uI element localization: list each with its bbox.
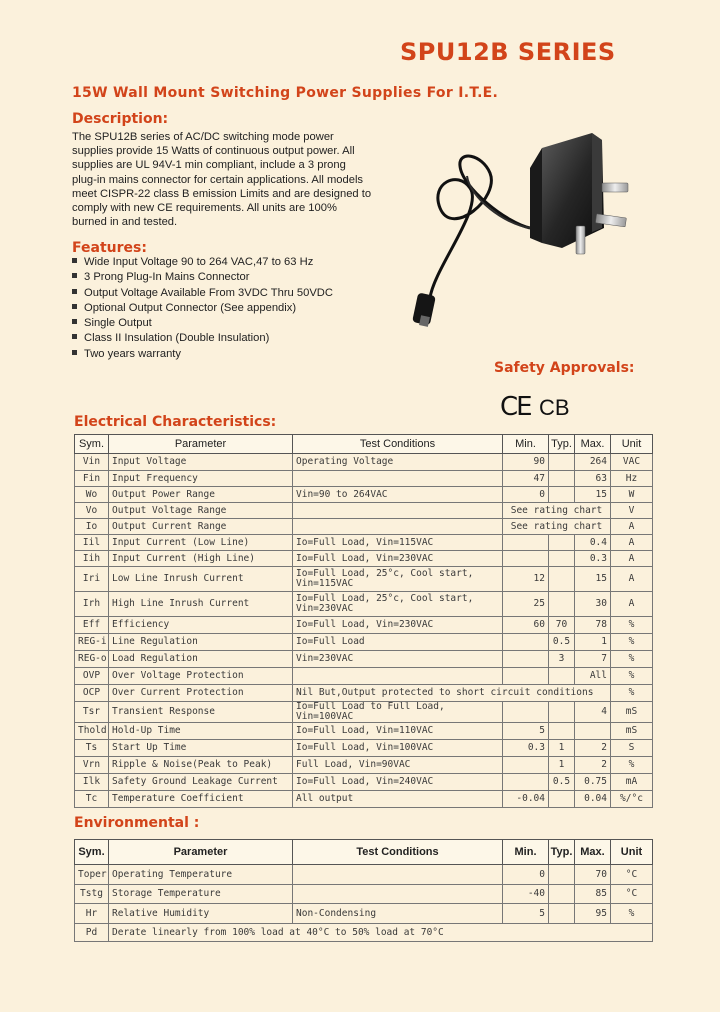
table-cell: 85 bbox=[575, 885, 611, 904]
table-cell: Io=Full Load, Vin=230VAC bbox=[293, 551, 503, 567]
table-cell: % bbox=[611, 634, 653, 651]
table-cell: See rating chart bbox=[503, 503, 611, 519]
table-cell: Line Regulation bbox=[109, 634, 293, 651]
table-cell: Derate linearly from 100% load at 40°C to 50% load at 70°C bbox=[109, 924, 653, 942]
table-cell bbox=[503, 634, 549, 651]
table-cell: 1 bbox=[549, 740, 575, 757]
table-cell: 25 bbox=[503, 592, 549, 617]
column-header: Test Conditions bbox=[293, 840, 503, 865]
table-cell: Thold bbox=[75, 723, 109, 740]
table-cell: S bbox=[611, 740, 653, 757]
table-row bbox=[75, 904, 653, 924]
table-cell: Io=Full Load, Vin=240VAC bbox=[293, 774, 503, 791]
table-cell: 0.5 bbox=[549, 634, 575, 651]
table-cell bbox=[503, 774, 549, 791]
page-title: SPU12B SERIES bbox=[400, 38, 616, 66]
environmental-table bbox=[74, 839, 653, 942]
table-cell bbox=[549, 723, 575, 740]
table-cell: 2 bbox=[575, 740, 611, 757]
table-row bbox=[75, 471, 653, 487]
safety-heading: Safety Approvals: bbox=[494, 360, 635, 376]
table-cell: 0.3 bbox=[575, 551, 611, 567]
table-cell bbox=[549, 592, 575, 617]
table-cell: % bbox=[611, 685, 653, 702]
table-cell: -40 bbox=[503, 885, 549, 904]
table-cell: Ilk bbox=[75, 774, 109, 791]
table-cell: 95 bbox=[575, 904, 611, 924]
table-cell: 60 bbox=[503, 617, 549, 634]
table-cell: Nil But,Output protected to short circuit conditions bbox=[293, 685, 611, 702]
table-cell: V bbox=[611, 503, 653, 519]
table-cell bbox=[503, 551, 549, 567]
electrical-table-body bbox=[75, 454, 653, 808]
table-row bbox=[75, 865, 653, 885]
table-cell bbox=[293, 519, 503, 535]
table-cell: Io=Full Load, 25°c, Cool start, Vin=115VAC bbox=[293, 567, 503, 592]
table-cell: Input Voltage bbox=[109, 454, 293, 471]
feature-item bbox=[72, 270, 333, 285]
table-cell: VAC bbox=[611, 454, 653, 471]
table-cell bbox=[549, 535, 575, 551]
bullet-icon bbox=[72, 334, 77, 339]
table-cell: 90 bbox=[503, 454, 549, 471]
table-row bbox=[75, 487, 653, 503]
table-cell: Operating Temperature bbox=[109, 865, 293, 885]
table-cell: All output bbox=[293, 791, 503, 808]
column-header: Unit bbox=[611, 435, 653, 454]
table-cell: Input Current (High Line) bbox=[109, 551, 293, 567]
table-header-row bbox=[75, 840, 653, 865]
feature-label: Single Output bbox=[84, 317, 152, 330]
table-cell bbox=[503, 651, 549, 668]
table-cell: Hold-Up Time bbox=[109, 723, 293, 740]
table-cell: Irh bbox=[75, 592, 109, 617]
table-row bbox=[75, 651, 653, 668]
table-cell: A bbox=[611, 519, 653, 535]
bullet-icon bbox=[72, 304, 77, 309]
table-row bbox=[75, 454, 653, 471]
table-cell: Input Frequency bbox=[109, 471, 293, 487]
table-cell: Operating Voltage bbox=[293, 454, 503, 471]
table-cell: 47 bbox=[503, 471, 549, 487]
column-header: Parameter bbox=[109, 435, 293, 454]
table-cell: All bbox=[575, 668, 611, 685]
table-cell: Io=Full Load, Vin=110VAC bbox=[293, 723, 503, 740]
column-header: Unit bbox=[611, 840, 653, 865]
table-row bbox=[75, 723, 653, 740]
bullet-icon bbox=[72, 319, 77, 324]
feature-item bbox=[72, 301, 333, 316]
table-cell: OVP bbox=[75, 668, 109, 685]
table-cell: Io=Full Load, Vin=230VAC bbox=[293, 617, 503, 634]
bullet-icon bbox=[72, 289, 77, 294]
table-cell: 0 bbox=[503, 487, 549, 503]
table-cell: Io bbox=[75, 519, 109, 535]
table-cell bbox=[549, 551, 575, 567]
bullet-icon bbox=[72, 350, 77, 355]
table-cell: A bbox=[611, 567, 653, 592]
description-heading: Description: bbox=[72, 111, 169, 127]
column-header: Test Conditions bbox=[293, 435, 503, 454]
table-cell bbox=[503, 535, 549, 551]
table-row bbox=[75, 740, 653, 757]
table-cell bbox=[549, 702, 575, 723]
table-row bbox=[75, 702, 653, 723]
table-cell bbox=[293, 865, 503, 885]
table-cell: See rating chart bbox=[503, 519, 611, 535]
table-row bbox=[75, 791, 653, 808]
table-row bbox=[75, 668, 653, 685]
cb-mark-logo: CB bbox=[539, 395, 570, 420]
table-cell: 12 bbox=[503, 567, 549, 592]
table-row bbox=[75, 634, 653, 651]
table-cell bbox=[293, 668, 503, 685]
description-text: The SPU12B series of AC/DC switching mode power supplies provide 15 Watts of continuous output power. All supplies are UL 94V-1 min compliant, include a 3 prong plug-in mains connector for certain applications. All models meet CISPR-22 class B emission Limits and are designed to comply with new CE requirements. All units are 100% burned in and tested. bbox=[72, 131, 372, 229]
table-cell: 63 bbox=[575, 471, 611, 487]
table-cell: 0.5 bbox=[549, 774, 575, 791]
table-cell bbox=[549, 487, 575, 503]
feature-item bbox=[72, 347, 333, 362]
table-cell: Vrn bbox=[75, 757, 109, 774]
table-cell: 0.4 bbox=[575, 535, 611, 551]
table-cell: 0 bbox=[503, 865, 549, 885]
table-cell: % bbox=[611, 617, 653, 634]
column-header: Min. bbox=[503, 840, 549, 865]
table-cell: Low Line Inrush Current bbox=[109, 567, 293, 592]
table-cell: A bbox=[611, 592, 653, 617]
feature-label: Two years warranty bbox=[84, 347, 181, 360]
ce-mark-logo: CE bbox=[500, 392, 531, 422]
table-row bbox=[75, 519, 653, 535]
column-header: Parameter bbox=[109, 840, 293, 865]
table-cell: 5 bbox=[503, 723, 549, 740]
table-cell: 78 bbox=[575, 617, 611, 634]
table-cell: Vo bbox=[75, 503, 109, 519]
table-cell bbox=[503, 702, 549, 723]
table-cell: Storage Temperature bbox=[109, 885, 293, 904]
table-cell bbox=[293, 471, 503, 487]
table-cell: Relative Humidity bbox=[109, 904, 293, 924]
table-cell: Iri bbox=[75, 567, 109, 592]
table-cell: 70 bbox=[575, 865, 611, 885]
table-cell: Input Current (Low Line) bbox=[109, 535, 293, 551]
table-cell: High Line Inrush Current bbox=[109, 592, 293, 617]
table-cell: Toper bbox=[75, 865, 109, 885]
table-cell: Vin=90 to 264VAC bbox=[293, 487, 503, 503]
bullet-icon bbox=[72, 258, 77, 263]
table-cell: Iih bbox=[75, 551, 109, 567]
table-cell: Io=Full Load bbox=[293, 634, 503, 651]
table-cell: Transient Response bbox=[109, 702, 293, 723]
table-cell: 70 bbox=[549, 617, 575, 634]
bullet-icon bbox=[72, 273, 77, 278]
environmental-heading: Environmental : bbox=[74, 815, 200, 831]
table-cell: OCP bbox=[75, 685, 109, 702]
electrical-heading: Electrical Characteristics: bbox=[74, 414, 277, 430]
tagline: 15W Wall Mount Switching Power Supplies For I.T.E. bbox=[72, 85, 499, 101]
table-row bbox=[75, 617, 653, 634]
table-cell: Vin=230VAC bbox=[293, 651, 503, 668]
table-row bbox=[75, 924, 653, 942]
table-header-row bbox=[75, 435, 653, 454]
table-row bbox=[75, 757, 653, 774]
table-cell: % bbox=[611, 651, 653, 668]
table-cell: Hr bbox=[75, 904, 109, 924]
feature-item bbox=[72, 331, 333, 346]
table-cell: 5 bbox=[503, 904, 549, 924]
column-header: Max. bbox=[575, 840, 611, 865]
table-cell bbox=[549, 668, 575, 685]
column-header: Min. bbox=[503, 435, 549, 454]
feature-label: Optional Output Connector (See appendix) bbox=[84, 301, 297, 314]
feature-item bbox=[72, 316, 333, 331]
table-cell: Load Regulation bbox=[109, 651, 293, 668]
table-cell bbox=[549, 791, 575, 808]
table-cell: 264 bbox=[575, 454, 611, 471]
table-cell: Temperature Coefficient bbox=[109, 791, 293, 808]
table-cell: Tstg bbox=[75, 885, 109, 904]
features-list bbox=[72, 255, 333, 362]
feature-label: Class II Insulation (Double Insulation) bbox=[84, 332, 270, 345]
table-row bbox=[75, 592, 653, 617]
table-cell: Over Current Protection bbox=[109, 685, 293, 702]
feature-item bbox=[72, 286, 333, 301]
column-header: Sym. bbox=[75, 435, 109, 454]
table-cell: Over Voltage Protection bbox=[109, 668, 293, 685]
feature-label: 3 Prong Plug-In Mains Connector bbox=[84, 271, 250, 284]
column-header: Max. bbox=[575, 435, 611, 454]
table-cell bbox=[503, 668, 549, 685]
table-cell bbox=[549, 567, 575, 592]
table-row bbox=[75, 503, 653, 519]
table-cell: 0.04 bbox=[575, 791, 611, 808]
table-cell: A bbox=[611, 551, 653, 567]
table-cell: REG-i bbox=[75, 634, 109, 651]
table-cell: Io=Full Load, Vin=115VAC bbox=[293, 535, 503, 551]
table-cell: Hz bbox=[611, 471, 653, 487]
table-cell: % bbox=[611, 668, 653, 685]
table-cell: °C bbox=[611, 865, 653, 885]
table-cell: Fin bbox=[75, 471, 109, 487]
table-cell: 1 bbox=[549, 757, 575, 774]
table-row bbox=[75, 885, 653, 904]
table-cell: Vin bbox=[75, 454, 109, 471]
table-cell bbox=[549, 885, 575, 904]
table-cell: 15 bbox=[575, 487, 611, 503]
table-cell bbox=[575, 723, 611, 740]
table-cell: 4 bbox=[575, 702, 611, 723]
column-header: Typ. bbox=[549, 435, 575, 454]
table-cell: mA bbox=[611, 774, 653, 791]
table-cell: 2 bbox=[575, 757, 611, 774]
table-cell bbox=[293, 503, 503, 519]
table-cell: REG-o bbox=[75, 651, 109, 668]
table-cell: 1 bbox=[575, 634, 611, 651]
table-cell: W bbox=[611, 487, 653, 503]
table-cell: Pd bbox=[75, 924, 109, 942]
table-cell bbox=[549, 865, 575, 885]
table-cell: mS bbox=[611, 702, 653, 723]
power-adapter-image bbox=[412, 128, 642, 338]
table-cell bbox=[293, 885, 503, 904]
table-cell: 30 bbox=[575, 592, 611, 617]
table-cell: Safety Ground Leakage Current bbox=[109, 774, 293, 791]
table-row bbox=[75, 535, 653, 551]
features-heading: Features: bbox=[72, 240, 147, 256]
table-cell: Io=Full Load, Vin=100VAC bbox=[293, 740, 503, 757]
table-cell: % bbox=[611, 757, 653, 774]
table-cell: A bbox=[611, 535, 653, 551]
table-cell: Output Current Range bbox=[109, 519, 293, 535]
table-cell: % bbox=[611, 904, 653, 924]
feature-label: Wide Input Voltage 90 to 264 VAC,47 to 63 Hz bbox=[84, 256, 314, 268]
certification-marks bbox=[500, 392, 570, 422]
table-cell bbox=[549, 471, 575, 487]
table-cell: Efficiency bbox=[109, 617, 293, 634]
electrical-table bbox=[74, 434, 653, 808]
table-cell bbox=[549, 454, 575, 471]
table-cell bbox=[549, 904, 575, 924]
table-cell: Eff bbox=[75, 617, 109, 634]
environmental-table-body bbox=[75, 865, 653, 942]
table-cell bbox=[503, 757, 549, 774]
feature-label: Output Voltage Available From 3VDC Thru 50VDC bbox=[84, 286, 333, 299]
table-row bbox=[75, 685, 653, 702]
table-cell: mS bbox=[611, 723, 653, 740]
table-cell: Output Power Range bbox=[109, 487, 293, 503]
table-cell: Ripple & Noise(Peak to Peak) bbox=[109, 757, 293, 774]
table-row bbox=[75, 567, 653, 592]
table-row bbox=[75, 551, 653, 567]
table-cell: Full Load, Vin=90VAC bbox=[293, 757, 503, 774]
feature-item bbox=[72, 255, 333, 270]
table-cell: Iil bbox=[75, 535, 109, 551]
table-cell: 7 bbox=[575, 651, 611, 668]
table-cell: Output Voltage Range bbox=[109, 503, 293, 519]
table-row bbox=[75, 774, 653, 791]
column-header: Sym. bbox=[75, 840, 109, 865]
table-cell: 3 bbox=[549, 651, 575, 668]
table-cell: -0.04 bbox=[503, 791, 549, 808]
table-cell: Io=Full Load, 25°c, Cool start, Vin=230VAC bbox=[293, 592, 503, 617]
table-cell: Tc bbox=[75, 791, 109, 808]
table-cell: Start Up Time bbox=[109, 740, 293, 757]
table-cell: 15 bbox=[575, 567, 611, 592]
table-cell: 0.75 bbox=[575, 774, 611, 791]
table-cell: Non-Condensing bbox=[293, 904, 503, 924]
column-header: Typ. bbox=[549, 840, 575, 865]
table-cell: Wo bbox=[75, 487, 109, 503]
table-cell: %/°c bbox=[611, 791, 653, 808]
table-cell: Ts bbox=[75, 740, 109, 757]
table-cell: Tsr bbox=[75, 702, 109, 723]
table-cell: °C bbox=[611, 885, 653, 904]
table-cell: Io=Full Load to Full Load, Vin=100VAC bbox=[293, 702, 503, 723]
table-cell: 0.3 bbox=[503, 740, 549, 757]
